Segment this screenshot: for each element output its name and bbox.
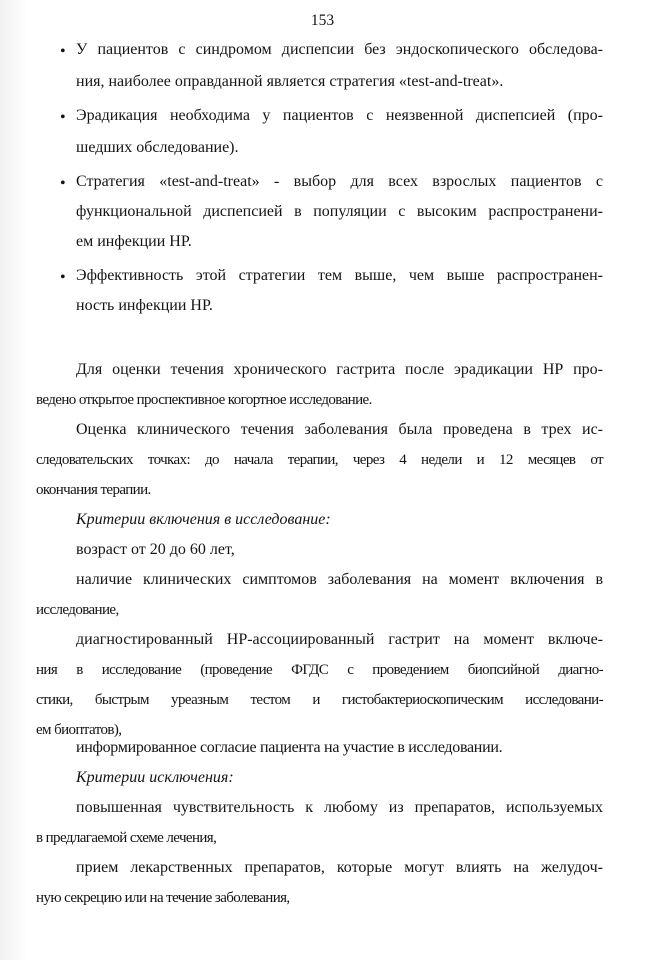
body-line: наличие клинических симптомов заболевания на момент включения в — [76, 571, 603, 588]
body-line: информированное согласие пациента на участие в исследовании. — [76, 739, 503, 756]
criteria-exclusion-heading: Критерии исключения: — [76, 769, 234, 786]
bullet-2-line-1: Эрадикация необходима у пациентов с неязвенной диспепсией (про- — [76, 107, 603, 124]
criteria-inclusion-heading: Критерии включения в исследование: — [76, 511, 331, 528]
bullet-2-line-2: шедших обследование). — [76, 139, 239, 156]
page-number: 153 — [310, 12, 335, 29]
scan-shadow — [0, 0, 28, 960]
body-line: исследование, — [36, 602, 119, 618]
bullet-3-line-2: функциональной диспепсией в популяции с высоким распространени- — [76, 203, 603, 220]
body-line: следовательских точках: до начала терапии, через 4 недели и 12 месяцев от — [36, 452, 603, 468]
body-line: в предлагаемой схеме лечения, — [36, 830, 217, 846]
body-line: стики, быстрым уреазным тестом и гистобактериоскопическим исследовани- — [36, 692, 603, 708]
bullet-3-line-3: ем инфекции НР. — [76, 233, 192, 250]
bullet-marker: • — [60, 109, 66, 126]
body-line: возраст от 20 до 60 лет, — [76, 541, 235, 558]
body-line: ния в исследование (проведение ФГДС с проведением биопсийной диагно- — [36, 662, 603, 678]
body-line: Для оценки течения хронического гастрита после эрадикации НР про- — [76, 361, 603, 378]
body-line: Оценка клинического течения заболевания была проведена в трех ис- — [76, 421, 603, 438]
bullet-4-line-1: Эффективность этой стратегии тем выше, чем выше распространен- — [76, 267, 603, 284]
bullet-4-line-2: ность инфекции НР. — [76, 297, 213, 314]
body-line: диагностированный НР-ассоциированный гастрит на момент включе- — [76, 631, 603, 648]
bullet-1-line-2: ния, наиболее оправданной является стратегия «test-and-treat». — [76, 73, 504, 90]
bullet-3-line-1: Стратегия «test-and-treat» - выбор для всех взрослых пациентов с — [76, 173, 603, 190]
body-line: окончания терапии. — [36, 482, 151, 498]
body-line: ем биоптатов), — [36, 722, 122, 738]
body-line: ведено открытое проспективное когортное исследование. — [36, 392, 372, 408]
body-line: повышенная чувствительность к любому из препаратов, используемых — [76, 799, 603, 816]
bullet-marker: • — [60, 269, 66, 286]
bullet-1-line-1: У пациентов с синдромом диспепсии без эндоскопического обследова- — [76, 41, 603, 58]
bullet-marker: • — [60, 175, 66, 192]
body-line: прием лекарственных препаратов, которые могут влиять на желудоч- — [76, 859, 603, 876]
bullet-marker: • — [60, 43, 66, 60]
body-line: ную секрецию или на течение заболевания, — [36, 890, 290, 906]
